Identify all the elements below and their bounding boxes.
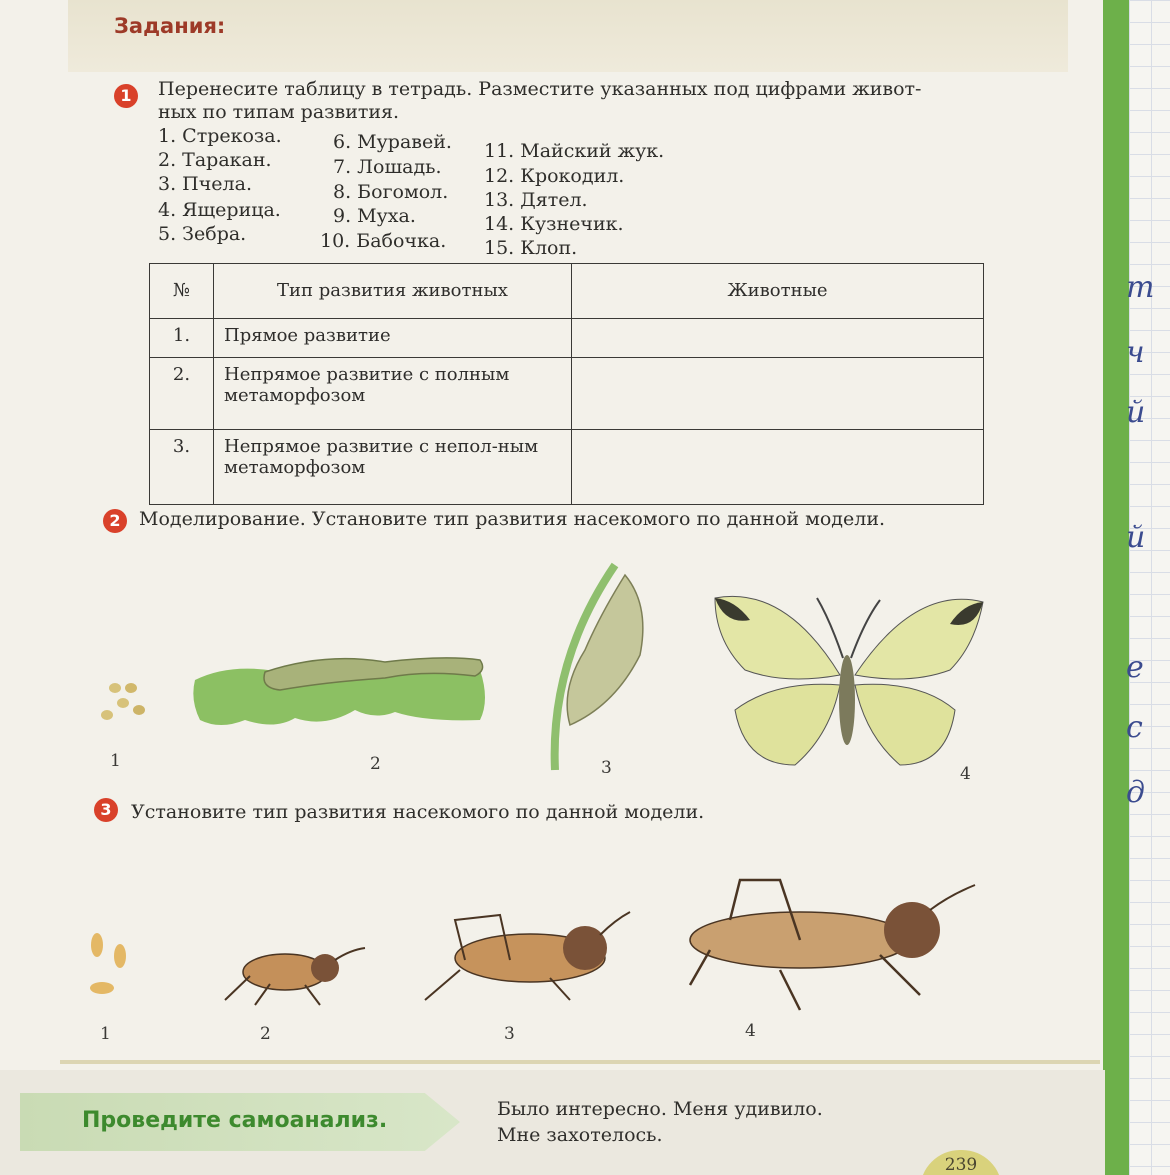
stage-label: 4 — [960, 764, 971, 784]
stage-label: 4 — [745, 1021, 756, 1041]
animal-item: 5. Зебра. — [158, 223, 247, 245]
row-type: Непрямое развитие с непол-ным метаморфозом — [214, 430, 572, 505]
row-type: Непрямое развитие с полным метаморфозом — [214, 358, 572, 430]
task1-line1: Перенесите таблицу в тетрадь. Разместите указанных под цифрами живот- — [158, 78, 922, 100]
row-number: 1. — [150, 318, 214, 357]
stage-label: 2 — [260, 1024, 271, 1044]
eggs-image — [101, 683, 145, 720]
notebook-mark: й — [1126, 520, 1146, 555]
table-row — [150, 318, 984, 357]
animal-item: 1. Стрекоза. — [158, 125, 282, 147]
butterfly-image — [715, 596, 983, 765]
stage-label: 3 — [504, 1024, 515, 1044]
footer-divider — [60, 1060, 1100, 1064]
stage-label: 1 — [110, 751, 121, 771]
animal-item: 12. Крокодил. — [484, 165, 625, 187]
row-number: 2. — [150, 358, 214, 430]
row-animals-cell — [572, 358, 984, 430]
row-animals-cell — [572, 430, 984, 505]
notebook-mark: д — [1126, 775, 1146, 810]
notebook-background — [1129, 0, 1170, 1175]
animal-item: 14. Кузнечик. — [484, 213, 624, 235]
grasshopper-eggs-image — [90, 933, 126, 994]
nymph-stage-3-image — [425, 912, 630, 1000]
reflection-line-2: Мне захотелось. — [497, 1124, 663, 1146]
adult-grasshopper-image — [690, 880, 975, 1010]
animal-item: 15. Клоп. — [484, 237, 578, 259]
stage-label: 2 — [370, 754, 381, 774]
task2-text: Моделирование. Установите тип развития насекомого по данной модели. — [139, 508, 886, 530]
caterpillar-image — [193, 658, 485, 725]
row-animals-cell — [572, 318, 984, 357]
animal-item: 11. Майский жук. — [484, 140, 665, 162]
animal-item: 4. Ящерица. — [158, 199, 281, 221]
animal-item: 9. Муха. — [333, 205, 416, 227]
notebook-mark: с — [1126, 710, 1143, 745]
nymph-stage-2-image — [225, 948, 365, 1005]
section-title: Задания: — [114, 14, 226, 38]
table-header-number: № — [150, 264, 214, 319]
pupa-image — [555, 565, 643, 770]
row-type: Прямое развитие — [214, 318, 572, 357]
animal-item: 2. Таракан. — [158, 149, 272, 171]
task1-line2: ных по типам развития. — [158, 101, 400, 123]
task3-text: Установите тип развития насекомого по данной модели. — [131, 801, 705, 823]
page-number: 239 — [920, 1150, 1002, 1175]
animal-item: 13. Дятел. — [484, 189, 588, 211]
task-number-badge: 2 — [103, 509, 127, 533]
butterfly-life-cycle-illustration — [95, 560, 995, 790]
animal-item: 3. Пчела. — [158, 173, 252, 195]
task-number-badge: 1 — [114, 84, 138, 108]
table-row — [150, 358, 984, 430]
notebook-mark: ч — [1126, 335, 1145, 370]
notebook-mark: й — [1126, 395, 1146, 430]
animal-item: 8. Богомол. — [333, 181, 449, 203]
grasshopper-life-cycle-illustration — [80, 850, 1000, 1030]
notebook-mark: т — [1126, 270, 1155, 305]
stage-label: 1 — [100, 1024, 111, 1044]
animal-item: 7. Лошадь. — [333, 156, 442, 178]
notebook-mark: е — [1126, 650, 1144, 685]
table-row — [150, 430, 984, 505]
table-header-type: Тип развития животных — [214, 264, 572, 319]
page-edge-strip — [1103, 0, 1129, 1175]
self-analysis-title: Проведите самоанализ. — [82, 1108, 388, 1133]
animal-item: 10. Бабочка. — [320, 230, 447, 252]
development-table — [149, 263, 984, 505]
reflection-line-1: Было интересно. Меня удивило. — [497, 1098, 823, 1120]
table-header-animals: Животные — [572, 264, 984, 319]
animal-item: 6. Муравей. — [333, 131, 452, 153]
row-number: 3. — [150, 430, 214, 505]
stage-label: 3 — [601, 758, 612, 778]
task-number-badge: 3 — [94, 798, 118, 822]
